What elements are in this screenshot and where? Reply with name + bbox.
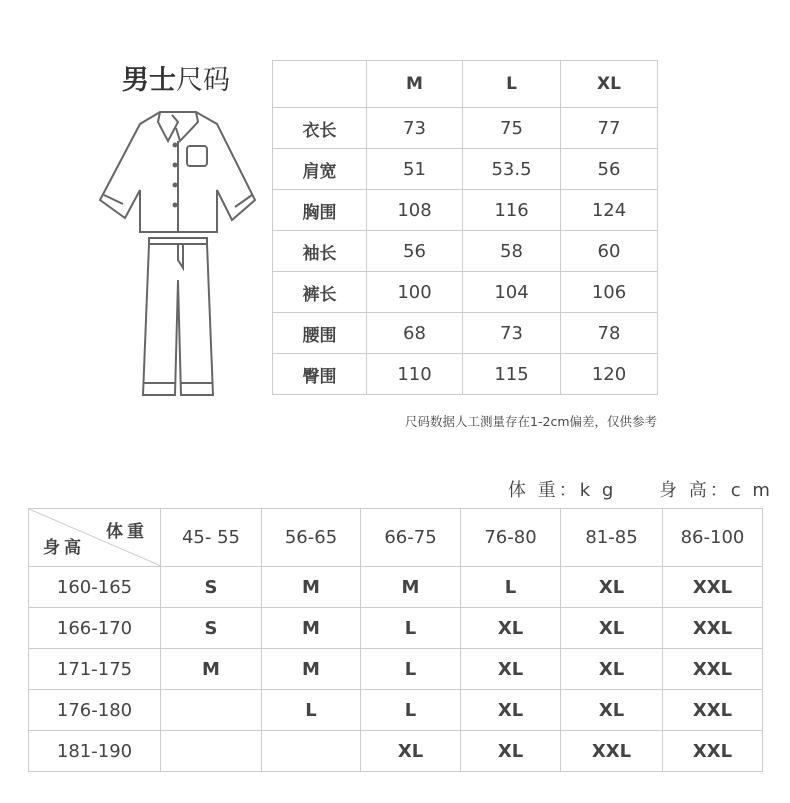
measure-value: 68	[367, 313, 463, 354]
size-cell: XL	[461, 731, 561, 772]
size-cell: XXL	[663, 608, 763, 649]
size-cell: M	[161, 649, 262, 690]
measure-value: 75	[463, 108, 561, 149]
table-row	[273, 272, 658, 313]
size-cell: S	[161, 608, 262, 649]
size-cell: L	[461, 567, 561, 608]
table-row	[29, 608, 763, 649]
table-header-row	[29, 509, 763, 567]
measurement-note: 尺码数据人工测量存在1-2cm偏差，仅供参考	[405, 414, 657, 429]
table-row	[29, 567, 763, 608]
measure-label: 袖长	[273, 231, 367, 272]
measure-value: 110	[367, 354, 463, 395]
title-bold: 男士	[122, 65, 176, 96]
size-cell	[262, 731, 361, 772]
pajama-illustration	[95, 105, 265, 400]
measure-value: 108	[367, 190, 463, 231]
measure-value: 56	[561, 149, 658, 190]
height-header: 身高	[43, 538, 85, 558]
header-cell: XL	[561, 61, 658, 108]
header-cell: M	[367, 61, 463, 108]
measure-value: 60	[561, 231, 658, 272]
measure-value: 124	[561, 190, 658, 231]
measure-value: 51	[367, 149, 463, 190]
measure-value: 78	[561, 313, 658, 354]
measure-label: 裤长	[273, 272, 367, 313]
measure-label: 胸围	[273, 190, 367, 231]
table-row	[273, 190, 658, 231]
size-cell: M	[361, 567, 461, 608]
measure-value: 77	[561, 108, 658, 149]
size-cell: XL	[561, 567, 663, 608]
height-range: 166-170	[29, 608, 161, 649]
size-cell: L	[361, 649, 461, 690]
height-range: 160-165	[29, 567, 161, 608]
page-title	[122, 58, 230, 97]
size-cell: XXL	[663, 731, 763, 772]
measure-value: 73	[463, 313, 561, 354]
weight-unit: 体 重：k g	[508, 480, 617, 501]
size-cell: XL	[461, 608, 561, 649]
table-header-row	[273, 61, 658, 108]
size-cell: L	[361, 690, 461, 731]
size-cell: XL	[461, 690, 561, 731]
table-row	[29, 690, 763, 731]
measure-value: 106	[561, 272, 658, 313]
size-cell: L	[361, 608, 461, 649]
size-cell: XL	[561, 690, 663, 731]
size-cell: XXL	[663, 567, 763, 608]
weight-range-header: 66-75	[361, 509, 461, 567]
measure-value: 120	[561, 354, 658, 395]
size-cell: M	[262, 649, 361, 690]
measure-label: 肩宽	[273, 149, 367, 190]
measure-label: 衣长	[273, 108, 367, 149]
weight-range-header: 81-85	[561, 509, 663, 567]
header-cell: L	[463, 61, 561, 108]
weight-range-header: 86-100	[663, 509, 763, 567]
height-range: 181-190	[29, 731, 161, 772]
weight-range-header: 45- 55	[161, 509, 262, 567]
size-cell: XL	[561, 608, 663, 649]
table-row	[29, 649, 763, 690]
weight-header: 体重	[106, 522, 148, 542]
measure-value: 116	[463, 190, 561, 231]
measure-value: 53.5	[463, 149, 561, 190]
size-cell: M	[262, 567, 361, 608]
height-range: 171-175	[29, 649, 161, 690]
height-range: 176-180	[29, 690, 161, 731]
header-cell	[273, 61, 367, 108]
table-row	[273, 231, 658, 272]
size-cell: XL	[561, 649, 663, 690]
weight-range-header: 56-65	[262, 509, 361, 567]
title-regular: 尺码	[176, 65, 230, 96]
size-cell	[161, 731, 262, 772]
table-row	[273, 313, 658, 354]
size-cell: XXL	[663, 649, 763, 690]
measure-label: 腰围	[273, 313, 367, 354]
size-recommendation-table	[28, 508, 763, 772]
size-cell: M	[262, 608, 361, 649]
measure-value: 100	[367, 272, 463, 313]
size-cell: XL	[361, 731, 461, 772]
table-row	[273, 108, 658, 149]
measure-label: 臀围	[273, 354, 367, 395]
weight-range-header: 76-80	[461, 509, 561, 567]
measure-value: 73	[367, 108, 463, 149]
table-row	[273, 149, 658, 190]
measure-value: 56	[367, 231, 463, 272]
size-cell: XXL	[561, 731, 663, 772]
size-cell	[161, 690, 262, 731]
size-cell: L	[262, 690, 361, 731]
table-row	[273, 354, 658, 395]
size-cell: S	[161, 567, 262, 608]
measure-value: 115	[463, 354, 561, 395]
measure-value: 58	[463, 231, 561, 272]
height-unit: 身 高：c m	[659, 480, 773, 501]
corner-cell	[29, 509, 161, 567]
size-cell: XL	[461, 649, 561, 690]
size-cell: XXL	[663, 690, 763, 731]
table-row	[29, 731, 763, 772]
measure-value: 104	[463, 272, 561, 313]
measurement-table	[272, 60, 658, 395]
